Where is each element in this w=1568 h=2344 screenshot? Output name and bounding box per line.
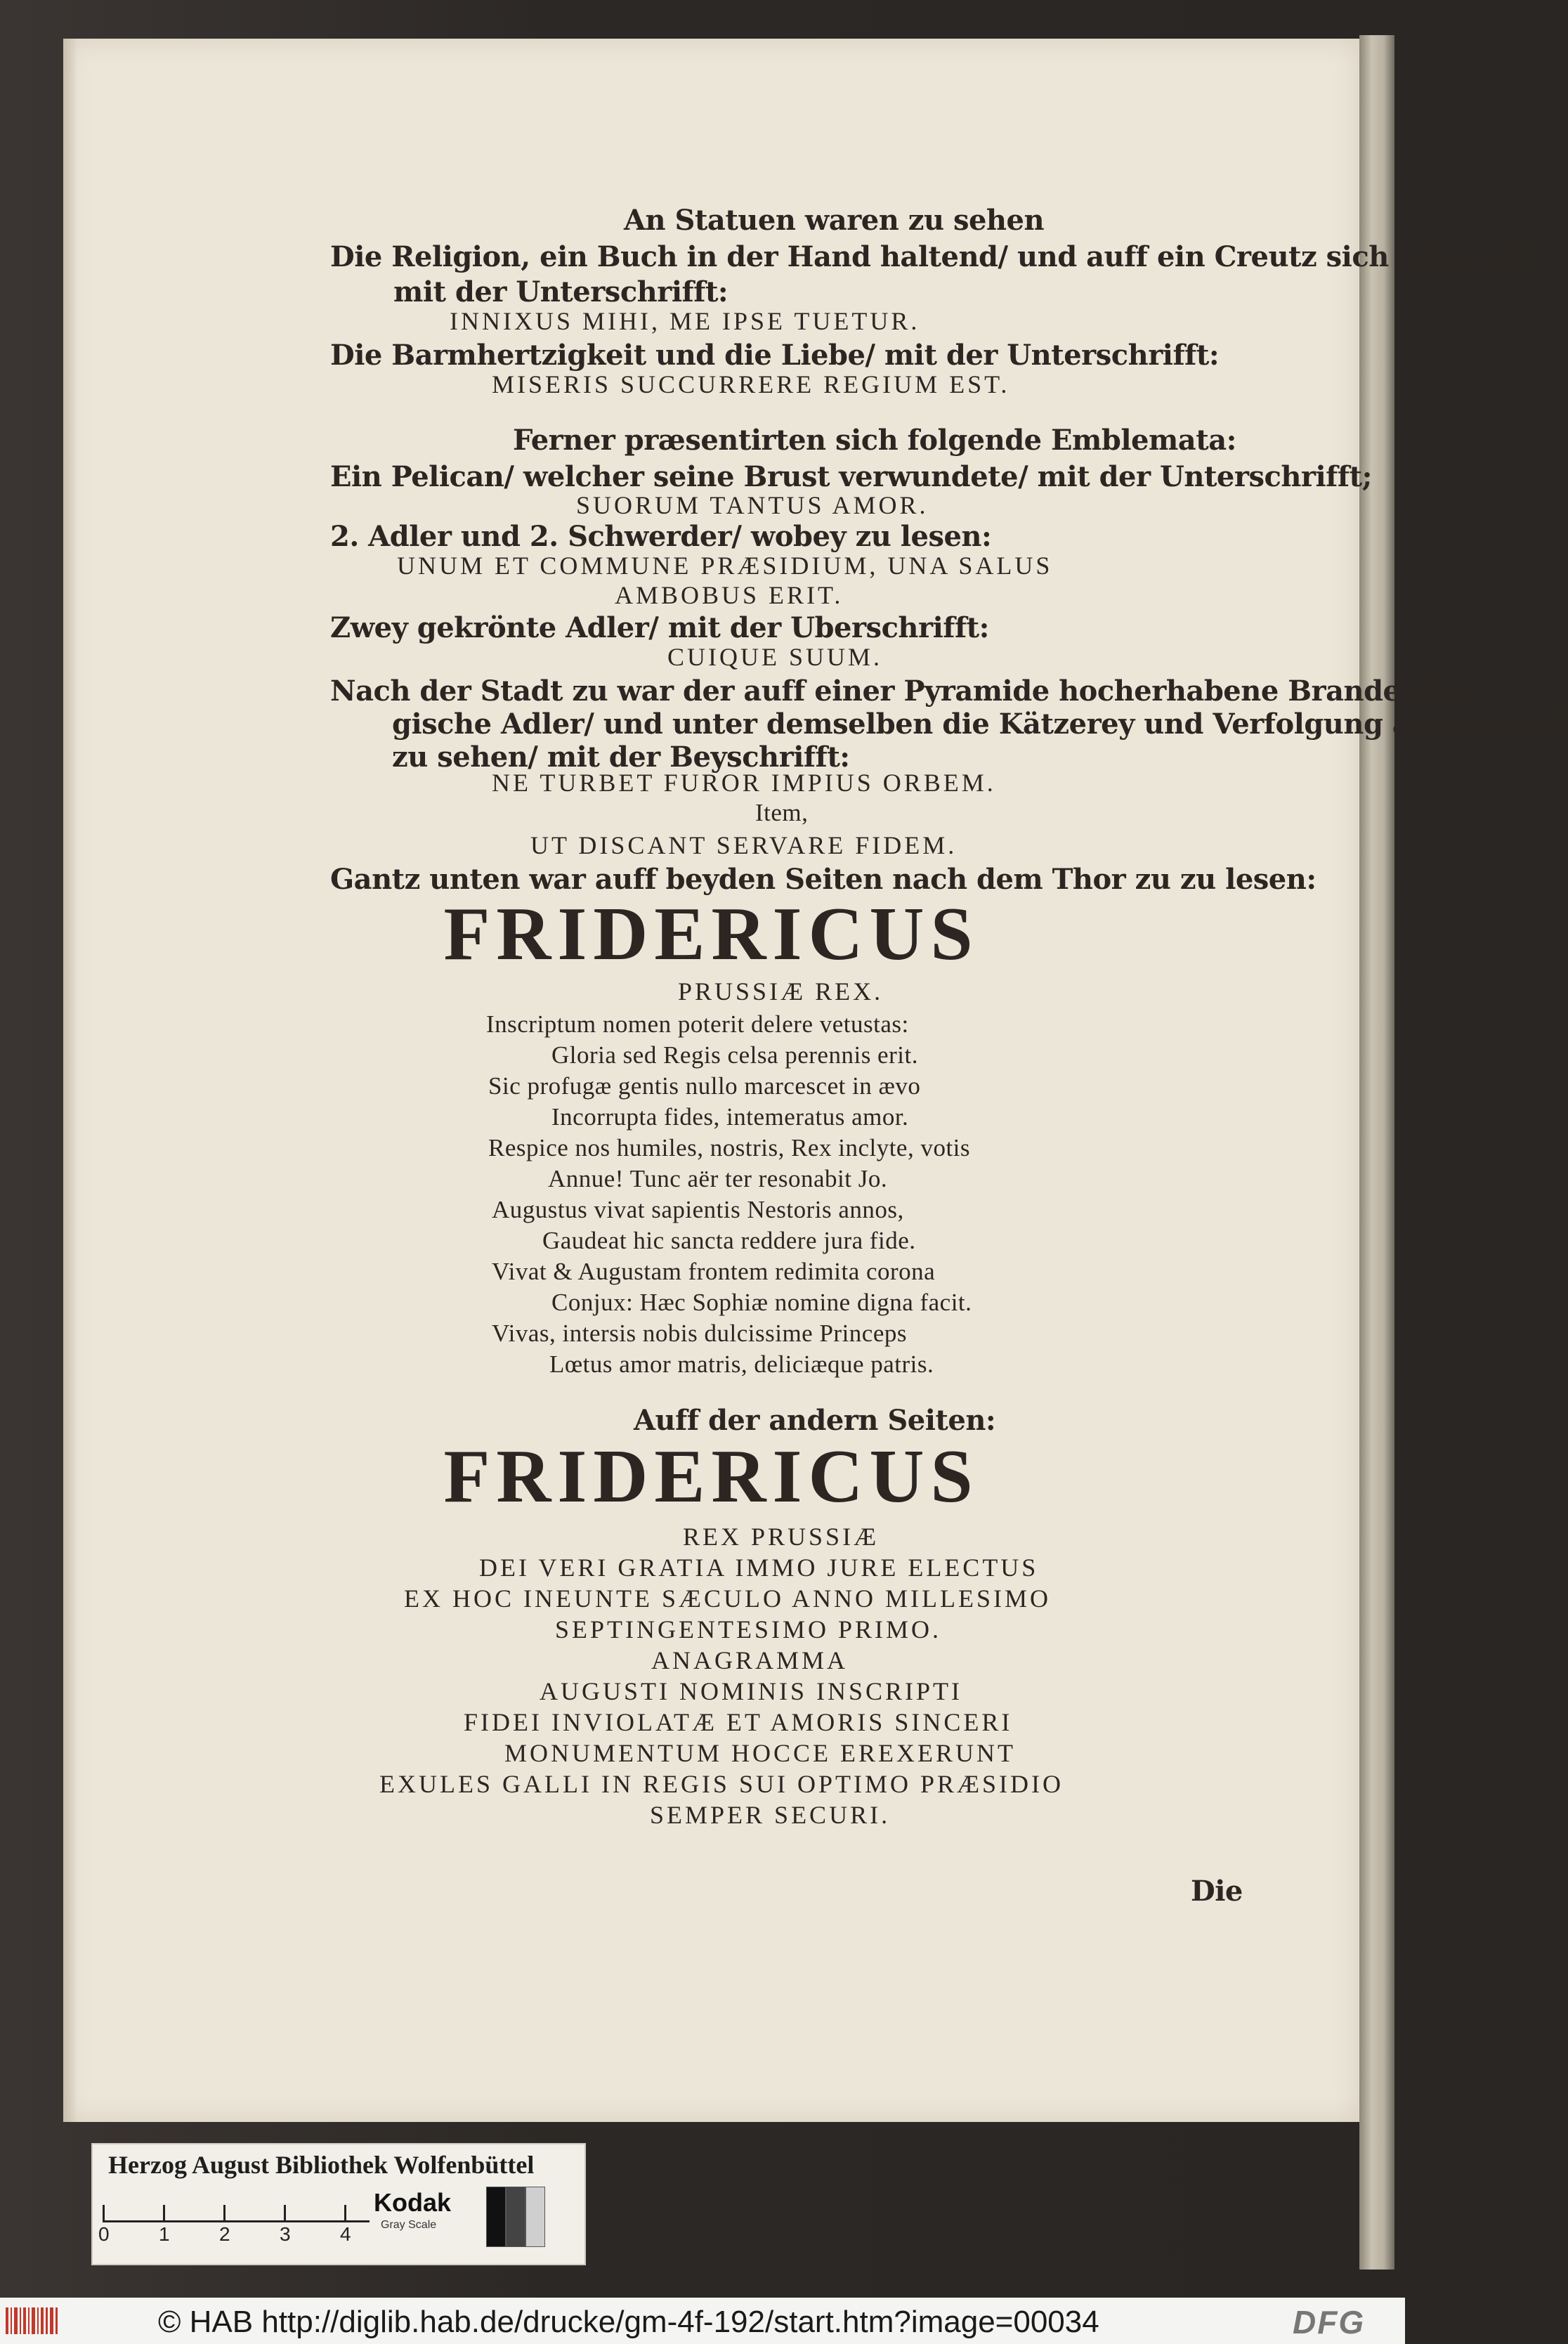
text-line: Gantz unten war auff beyden Seiten nach dem Thor zu zu lesen:	[330, 863, 1317, 896]
text-line: Vivas, intersis nobis dulcissime Princeps	[492, 1320, 907, 1347]
text-line: NE TURBET FUROR IMPIUS ORBEM.	[492, 769, 996, 797]
text-line: Zwey gekrönte Adler/ mit der Uberschrifft:	[330, 611, 989, 644]
dfg-logo: DFG	[1293, 2304, 1366, 2340]
text-line: Gloria sed Regis celsa perennis erit.	[551, 1041, 918, 1069]
text-line: Ein Pelican/ welcher seine Brust verwundete/ mit der Unterschrifft;	[330, 460, 1372, 493]
source-url[interactable]: © HAB http://diglib.hab.de/drucke/gm-4f-192/start.htm?image=00034	[158, 2305, 1099, 2339]
library-color-card	[91, 2143, 586, 2265]
text-line: Auff der andern Seiten:	[634, 1404, 996, 1437]
page-fold-shadow	[63, 39, 77, 2122]
ruler-number: 4	[340, 2223, 351, 2245]
ruler-number: 0	[98, 2223, 110, 2245]
text-line: UNUM ET COMMUNE PRÆSIDIUM, UNA SALUS	[397, 552, 1053, 580]
text-line: Nach der Stadt zu war der auff einer Pyramide hocherhabene Brandenbur-	[330, 675, 1486, 708]
text-line: An Statuen waren zu sehen	[624, 204, 1045, 237]
text-line: Item,	[755, 799, 809, 826]
document-page	[63, 39, 1568, 2122]
text-line: ANAGRAMMA	[651, 1646, 849, 1674]
ruler-number: 2	[219, 2223, 230, 2245]
text-line: DEI VERI GRATIA IMMO JURE ELECTUS	[479, 1554, 1039, 1582]
text-line: Augustus vivat sapientis Nestoris annos,	[492, 1196, 904, 1223]
text-line: mit der Unterschrifft:	[393, 275, 729, 308]
text-line: 2. Adler und 2. Schwerder/ wobey zu lesen:	[330, 520, 992, 553]
ruler-number: 3	[280, 2223, 291, 2245]
text-line: SEPTINGENTESIMO PRIMO.	[555, 1615, 942, 1643]
text-line: SUORUM TANTUS AMOR.	[576, 491, 929, 519]
text-line: SEMPER SECURI.	[650, 1801, 891, 1829]
footer-bar	[0, 2298, 1405, 2344]
book-edge	[1359, 35, 1394, 2270]
text-line: Die Barmhertzigkeit und die Liebe/ mit der Unterschrifft:	[330, 339, 1220, 372]
gray-scale-label: Gray Scale	[381, 2219, 437, 2231]
text-line: zu sehen/ mit der Beyschrifft:	[392, 741, 850, 774]
library-name: Herzog August Bibliothek Wolfenbüttel	[108, 2151, 535, 2179]
text-line: gische Adler/ und unter demselben die Kätzerey und Verfolgung angefesselt	[392, 708, 1568, 741]
kodak-logo: Kodak	[374, 2188, 452, 2217]
text-line: Die Religion, ein Buch in der Hand haltend/ und auff ein Creutz sich lehnend/	[330, 240, 1534, 273]
text-line: AMBOBUS ERIT.	[615, 581, 844, 609]
text-line: Vivat & Augustam frontem redimita corona	[492, 1258, 936, 1285]
ruler-number: 1	[159, 2223, 170, 2245]
text-line: PRUSSIÆ REX.	[678, 977, 884, 1005]
text-line: Conjux: Hæc Sophiæ nomine digna facit.	[551, 1289, 972, 1316]
text-line: Inscriptum nomen poterit delere vetustas:	[486, 1010, 909, 1038]
text-line: UT DISCANT SERVARE FIDEM.	[530, 831, 958, 859]
scale-ruler	[103, 2195, 370, 2222]
text-line: Gaudeat hic sancta reddere jura fide.	[542, 1227, 916, 1254]
text-line: INNIXUS MIHI, ME IPSE TUETUR.	[450, 307, 920, 335]
text-line: MONUMENTUM HOCCE EREXERUNT	[504, 1739, 1016, 1767]
text-line: EXULES GALLI IN REGIS SUI OPTIMO PRÆSIDIO	[379, 1770, 1064, 1798]
text-line: Respice nos humiles, nostris, Rex inclyte, votis	[488, 1134, 971, 1161]
text-line: Annue! Tunc aër ter resonabit Jo.	[548, 1165, 888, 1192]
text-line: MISERIS SUCCURRERE REGIUM EST.	[492, 370, 1010, 398]
text-line: Ferner præsentirten sich folgende Emblemata:	[513, 424, 1236, 457]
text-line: REX PRUSSIÆ	[683, 1523, 880, 1551]
text-line: FIDEI INVIOLATÆ ET AMORIS SINCERI	[464, 1708, 1013, 1736]
text-line: Incorrupta fides, intemeratus amor.	[551, 1103, 909, 1131]
text-line: EX HOC INEUNTE SÆCULO ANNO MILLESIMO	[404, 1584, 1051, 1613]
barcode-icon	[4, 2305, 60, 2337]
text-line: AUGUSTI NOMINIS INSCRIPTI	[540, 1677, 963, 1705]
text-line: Lœtus amor matris, deliciæque patris.	[549, 1350, 934, 1378]
text-line: Sic profugæ gentis nullo marcescet in ævo	[488, 1072, 921, 1100]
text-line: Die	[1191, 1875, 1243, 1908]
heading-fridericus: FRIDERICUS	[443, 1435, 979, 1518]
heading-fridericus: FRIDERICUS	[443, 892, 979, 976]
text-line: CUIQUE SUUM.	[667, 643, 883, 671]
